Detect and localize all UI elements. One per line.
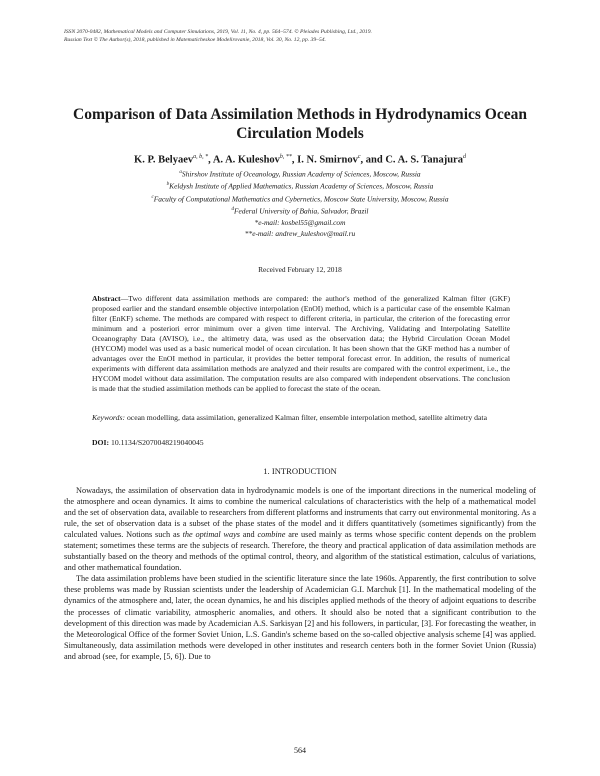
- author-separator: ,: [291, 154, 298, 166]
- author-name: C. A. S. Tanajura: [385, 154, 463, 166]
- email-1: *e-mail: kosbel55@gmail.com: [254, 217, 346, 227]
- paragraph: The data assimilation problems have been studied in the scientific literature since the late 1960s. Apparently, the first contribution to solve these problems was made by Russian scientists under the leadership of Academician G.I. Marchuk [1]. In the mathematical modeling of the dynamics of the atmosphere and, later, the ocean dynamics, he and his disciples applied methods of the theory of adjoint equations to describe the processes of climatic variability, atmospheric anomalies, and others. It should also be noted that a significant contribution to the development of this direction was made by Academician A.S. Sarkisyan [2] and his followers, in particular, [3]. For forecasting the weather, in the Meteorological Office of the former Soviet Union, L.S. Gandin's scheme based on the so-called objective analysis scheme [4] was applied. Simultaneously, data assimilation methods were developed in other institutes and research centers both in the former Soviet Union (Russia) and abroad (see, for example, [5, 6]). Due to: [64, 574, 536, 661]
- author-superscript: d: [462, 154, 466, 160]
- author-name: K. P. Belyaev: [134, 154, 194, 166]
- affiliation: [40, 204, 560, 216]
- doi: [92, 438, 510, 447]
- author-name: A. A. Kuleshov: [212, 154, 280, 166]
- journal-header: [64, 28, 544, 44]
- author-list: [40, 151, 560, 167]
- paragraph-text: and: [239, 530, 258, 540]
- keywords: [92, 413, 510, 423]
- affiliation-superscript: d: [231, 207, 235, 213]
- affiliation: [40, 179, 560, 191]
- affiliation-text: Federal University of Bahia, Salvador, Brazil: [234, 206, 369, 216]
- affiliation: [40, 167, 560, 179]
- doi-value: 10.1134/S2070048219040045: [109, 438, 204, 447]
- author-separator: ,: [208, 154, 213, 166]
- email-2: **e-mail: andrew_kuleshov@mail.ru: [244, 228, 356, 238]
- keywords-text: ocean modelling, data assimilation, generalized Kalman filter, ensemble interpolation method, satellite altimetry data: [125, 413, 487, 422]
- author-superscript: b, **: [279, 154, 292, 160]
- affiliations: [40, 167, 560, 239]
- paragraph: [64, 485, 536, 573]
- emphasis: the optimal ways: [182, 530, 240, 540]
- affiliation-superscript: a: [179, 170, 182, 175]
- author-superscript: c: [357, 154, 361, 160]
- doi-label: DOI:: [92, 438, 110, 447]
- affiliation: [40, 192, 560, 204]
- author-name: I. N. Smirnov: [297, 154, 358, 166]
- emphasis: combine: [257, 530, 286, 540]
- author-superscript: a, b, *: [193, 154, 209, 160]
- header-line-1: ISSN 2070-0482, Mathematical Models and Computer Simulations, 2019, Vol. 11, No. 4, pp. 564–574. © Pleiades Publishing, Ltd., 2019.: [64, 29, 372, 35]
- received-date: Received February 12, 2018: [258, 265, 342, 274]
- paragraph-text: are used mainly as terms whose specific content depends on the problem statement; sometimes these terms are the subjects of research. Therefore, the theory and practical application of data assimilation methods are substantially based on the theory and methods of the optimal control, theory, and algorithm of the statistical estimation, calculus of variations, and other mathematical foundation.: [64, 530, 536, 573]
- body-text: [64, 485, 536, 662]
- affiliation-text: Shirshov Institute of Oceanology, Russian Academy of Sciences, Moscow, Russia: [181, 169, 421, 179]
- paper-title: Comparison of Data Assimilation Methods in Hydrodynamics Ocean Circulation Models: [73, 106, 527, 142]
- affiliation-text: Keldysh Institute of Applied Mathematics, Russian Academy of Sciences, Moscow, Russia: [169, 181, 434, 191]
- abstract-label: Abstract: [92, 294, 121, 303]
- affiliation-text: Faculty of Computational Mathematics and Cybernetics, Moscow State University, Moscow, Russia: [153, 194, 449, 204]
- affiliation-superscript: b: [166, 182, 170, 188]
- section-heading: 1. INTRODUCTION: [263, 466, 337, 476]
- affiliation-superscript: c: [151, 194, 154, 200]
- paragraph-text: Nowadays, the assimilation of observation data in hydrodynamic models is one of the important directions in the numerical modeling of the atmosphere and ocean dynamics. It aims to combine the numerical calculations of characteristics with the help of a mathematical model and the set of observation data, available to researchers from different platforms and instruments that carry out environmental monitoring. As a rule, the set of observation data is a subset of the phase states of the model and it differs quantitatively (sometimes significantly) from the calculated values. Notions such as: [64, 486, 536, 540]
- keywords-label: Keywords:: [92, 413, 126, 422]
- author-separator: , and: [360, 154, 386, 166]
- abstract: [92, 294, 510, 394]
- header-line-2: Russian Text © The Author(s), 2018, published in Matematicheskoe Modelirovanie, 2018, Vol. 30, No. 12, pp. 39–54.: [64, 37, 326, 43]
- abstract-text: —Two different data assimilation methods are compared: the author's method of the generalized Kalman filter (GKF) proposed earlier and the standard ensemble objective interpolation (EnOI) method, which is a particular case of the ensemble Kalman filter (EnKF) scheme. The methods are compared with respect to different criteria, in particular, the criterion of the forecasting error minimum and a posteriori error minimum over a given time interval. The Archiving, Validating and Interpolating Satellite Oceanography Data (AVISO), i.e., the altimetry data, was used as the observation data; the Hybrid Circulation Ocean Model (HYCOM) model was used as a basic numerical model of ocean circulation. It has been shown that the GKF method has a number of advantages over the EnOI method in particular, it provides the better temporal forecast error. In addition, the results of numerical experiments with different data assimilation methods are analyzed and their results are compared with the control experiment, i.e., the HYCOM model without data assimilation. The computation results are also compared with independent observations. The conclusion is made that the studied assimilation methods can be applied to forecast the state of the ocean.: [92, 294, 510, 394]
- page-number: 564: [294, 746, 306, 755]
